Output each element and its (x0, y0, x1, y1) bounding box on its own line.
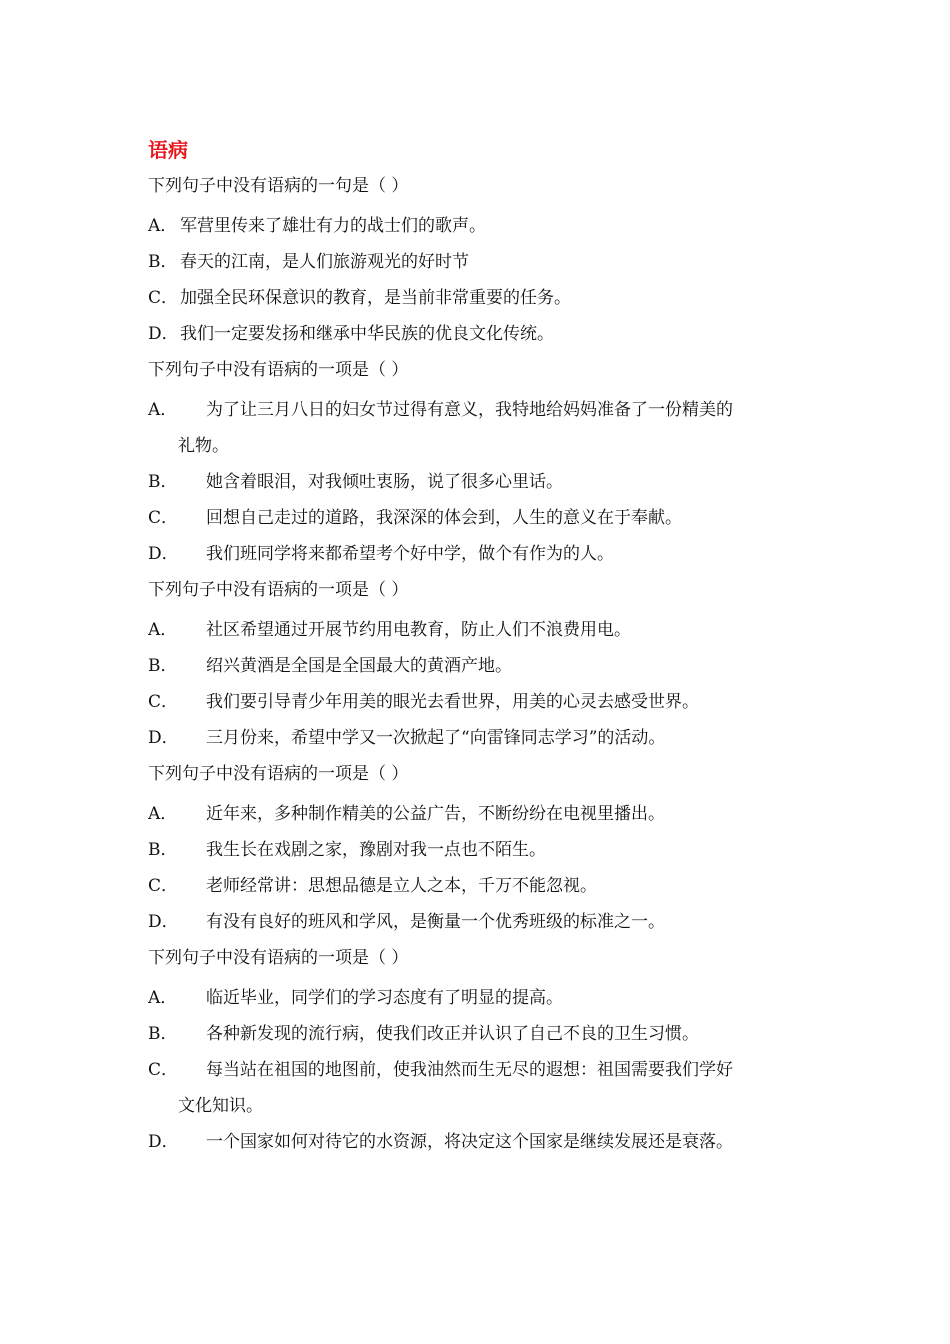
option-text-continued: 礼物。 (178, 436, 229, 456)
option-letter: C． (148, 508, 179, 528)
option-text: 我们一定要发扬和继承中华民族的优良文化传统。 (180, 324, 554, 344)
option-text: 三月份来，希望中学又一次掀起了“向雷锋同志学习”的活动。 (206, 728, 666, 748)
option-text: 军营里传来了雄壮有力的战士们的歌声。 (180, 216, 486, 236)
question-2 (148, 352, 828, 572)
option-letter: B． (148, 840, 178, 860)
section-title: 语病 (148, 138, 188, 162)
option-letter: A． (148, 400, 178, 420)
option-letter: B． (148, 252, 178, 272)
question-1 (148, 168, 828, 352)
option-d (148, 720, 828, 756)
option-c (148, 1052, 828, 1124)
option-d (148, 316, 828, 352)
option-c (148, 868, 828, 904)
option-letter: C． (148, 1060, 179, 1080)
question-stem: 下列句子中没有语病的一项是（ ） (148, 580, 409, 600)
option-b (148, 244, 828, 280)
option-letter: D． (148, 544, 179, 564)
option-text: 加强全民环保意识的教育，是当前非常重要的任务。 (180, 288, 571, 308)
question-3 (148, 572, 828, 756)
option-text: 老师经常讲：思想品德是立人之本，千万不能忽视。 (206, 876, 597, 896)
option-b (148, 648, 828, 684)
option-letter: C． (148, 692, 179, 712)
option-letter: B． (148, 472, 178, 492)
option-a (148, 612, 828, 648)
option-text-continued: 文化知识。 (178, 1096, 263, 1116)
option-list (148, 980, 828, 1160)
document-page (148, 132, 828, 1160)
option-b (148, 832, 828, 868)
option-letter: D． (148, 912, 179, 932)
option-text: 春天的江南，是人们旅游观光的好时节 (180, 252, 469, 272)
option-b (148, 464, 828, 500)
question-stem: 下列句子中没有语病的一句是（ ） (148, 176, 409, 196)
option-list (148, 612, 828, 756)
option-text: 回想自己走过的道路，我深深的体会到，人生的意义在于奉献。 (206, 508, 682, 528)
option-list (148, 796, 828, 940)
option-text: 她含着眼泪，对我倾吐衷肠，说了很多心里话。 (206, 472, 563, 492)
option-letter: D． (148, 728, 179, 748)
option-letter: C． (148, 876, 179, 896)
option-letter: A． (148, 988, 178, 1008)
question-4 (148, 756, 828, 940)
option-a (148, 796, 828, 832)
option-a (148, 392, 828, 464)
option-text: 各种新发现的流行病，使我们改正并认识了自己不良的卫生习惯。 (206, 1024, 699, 1044)
option-list (148, 392, 828, 572)
option-a (148, 208, 828, 244)
option-letter: D． (148, 1132, 179, 1152)
option-d (148, 1124, 828, 1160)
option-c (148, 280, 828, 316)
option-text: 我们要引导青少年用美的眼光去看世界，用美的心灵去感受世界。 (206, 692, 699, 712)
option-letter: D． (148, 324, 179, 344)
option-b (148, 1016, 828, 1052)
option-text: 一个国家如何对待它的水资源，将决定这个国家是继续发展还是衰落。 (206, 1132, 733, 1152)
question-stem: 下列句子中没有语病的一项是（ ） (148, 764, 409, 784)
question-5 (148, 940, 828, 1160)
option-text: 为了让三月八日的妇女节过得有意义，我特地给妈妈准备了一份精美的 (206, 400, 733, 420)
option-letter: B． (148, 1024, 178, 1044)
question-stem: 下列句子中没有语病的一项是（ ） (148, 948, 409, 968)
option-text: 我生长在戏剧之家，豫剧对我一点也不陌生。 (206, 840, 546, 860)
option-text: 每当站在祖国的地图前，使我油然而生无尽的遐想：祖国需要我们学好 (206, 1060, 733, 1080)
option-text: 近年来，多种制作精美的公益广告，不断纷纷在电视里播出。 (206, 804, 665, 824)
option-text: 我们班同学将来都希望考个好中学，做个有作为的人。 (206, 544, 614, 564)
option-text: 社区希望通过开展节约用电教育，防止人们不浪费用电。 (206, 620, 631, 640)
option-c (148, 684, 828, 720)
option-letter: B． (148, 656, 178, 676)
option-c (148, 500, 828, 536)
option-a (148, 980, 828, 1016)
option-text: 临近毕业，同学们的学习态度有了明显的提高。 (206, 988, 563, 1008)
option-letter: A． (148, 804, 178, 824)
question-stem: 下列句子中没有语病的一项是（ ） (148, 360, 409, 380)
option-text: 有没有良好的班风和学风，是衡量一个优秀班级的标准之一。 (206, 912, 665, 932)
option-letter: C． (148, 288, 179, 308)
option-list (148, 208, 828, 352)
option-letter: A． (148, 216, 178, 236)
option-d (148, 904, 828, 940)
option-d (148, 536, 828, 572)
option-letter: A． (148, 620, 178, 640)
option-text: 绍兴黄酒是全国是全国最大的黄酒产地。 (206, 656, 512, 676)
